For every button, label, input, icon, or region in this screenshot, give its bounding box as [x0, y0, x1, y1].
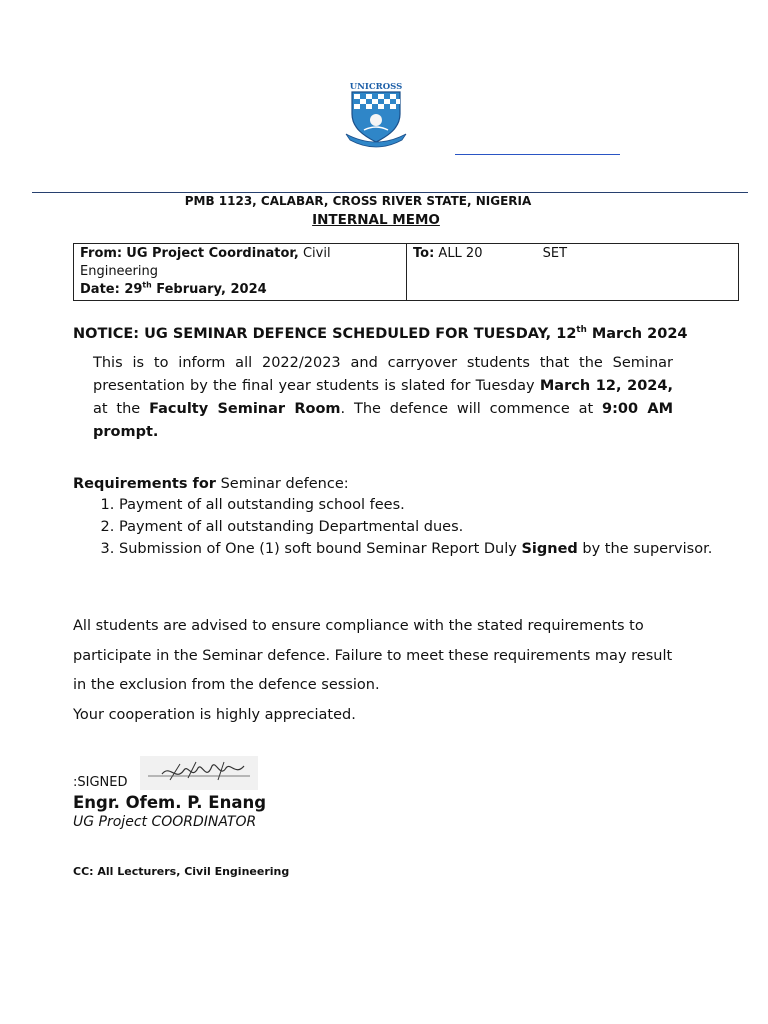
to-value: ALL 20 [438, 246, 483, 261]
to-set: SET [542, 246, 568, 261]
to-label: To: [413, 246, 435, 261]
from-value-bold: UG Project Coordinator, [126, 246, 299, 261]
notice-text-end: March 2024 [591, 326, 688, 342]
requirements-heading-bold: Requirements for [73, 476, 216, 492]
closing-block [73, 612, 683, 730]
signatory-title: UG Project COORDINATOR [73, 814, 257, 830]
to-cell [407, 244, 739, 301]
intro-part3: . The defence will commence at [340, 401, 594, 417]
requirements-heading [73, 476, 349, 492]
notice-suffix: th [576, 325, 587, 336]
date-label: Date: [80, 282, 120, 297]
signatory-name: Engr. Ofem. P. Enang [73, 793, 267, 812]
from-value-rest: Civil Engineering [80, 246, 331, 279]
date-line [80, 281, 400, 299]
memo-header-table [73, 243, 739, 301]
intro-venue: Faculty Seminar Room [149, 401, 341, 417]
header-rule [32, 192, 748, 193]
memo-title: INTERNAL MEMO [312, 212, 440, 228]
intro-paragraph [93, 352, 673, 444]
notice-heading [73, 326, 688, 342]
intro-time: 9:00 AM prompt. [93, 401, 674, 440]
list-item: 2. Payment of all outstanding Departmental dues. [119, 516, 729, 538]
logo-text: UNICROSS [349, 82, 403, 92]
date-day: 29 [124, 282, 143, 297]
date-rest: February, 2024 [156, 282, 267, 297]
from-date-cell [74, 244, 407, 301]
address-line: PMB 1123, CALABAR, CROSS RIVER STATE, NIGERIA [184, 194, 532, 208]
university-logo [342, 80, 410, 148]
list-item: 1. Payment of all outstanding school fees. [119, 494, 729, 516]
list-item-text: Submission of One (1) soft bound Seminar Report Duly [119, 541, 517, 557]
intro-date: March 12, 2024, [539, 378, 673, 394]
notice-text: NOTICE: UG SEMINAR DEFENCE SCHEDULED FOR TUESDAY, 12 [73, 326, 577, 342]
cc-line: CC: All Lecturers, Civil Engineering [73, 865, 290, 878]
intro-part1: This is to inform all 2022/2023 and carryover students that the Seminar presentation by the final year students is slated for Tuesday [93, 355, 673, 394]
signature-image [140, 756, 258, 790]
requirements-list [73, 494, 729, 560]
from-line [80, 245, 400, 281]
list-item-text-end: by the supervisor. [582, 541, 713, 557]
blue-underline-link[interactable] [455, 154, 620, 155]
date-suffix: th [142, 280, 152, 290]
appreciation-line: Your cooperation is highly appreciated. [73, 706, 356, 723]
signed-label: :SIGNED [73, 775, 128, 790]
closing-paragraph: All students are advised to ensure compliance with the stated requirements to participate in the Seminar defence. Failure to meet these requirements may result in the exclusion from the defence session. [73, 618, 673, 693]
requirements-heading-rest: Seminar defence: [220, 476, 349, 492]
list-item [119, 538, 729, 560]
from-label: From: [80, 246, 123, 261]
list-item-bold: Signed [521, 541, 578, 557]
intro-part2: at the [93, 401, 141, 417]
